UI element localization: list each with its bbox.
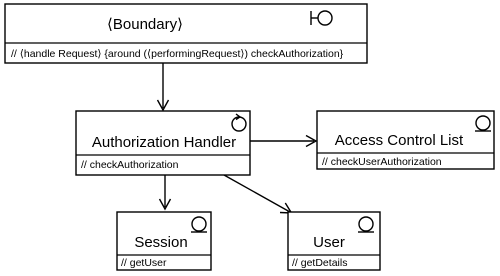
boundary-title: ⟨Boundary⟩ <box>107 16 183 33</box>
edge-boundary-to-authorization-handler <box>158 63 169 110</box>
access-control-list-responsibility: // checkUserAuthorization <box>322 156 442 168</box>
edge-authorization-handler-to-access-control-list <box>250 136 316 147</box>
edge-authorization-handler-to-session <box>160 175 171 209</box>
authorization-handler-box[interactable] <box>76 111 250 175</box>
session-responsibility: // getUser <box>121 257 167 269</box>
session-title: Session <box>134 234 188 251</box>
access-control-list-title: Access Control List <box>334 132 464 149</box>
user-box[interactable] <box>288 212 380 270</box>
edge-authorization-handler-to-user <box>224 175 292 213</box>
session-box[interactable] <box>117 212 211 270</box>
user-responsibility: // getDetails <box>292 257 348 269</box>
access-control-list-box[interactable] <box>317 111 494 169</box>
authorization-handler-responsibility: // checkAuthorization <box>81 159 179 171</box>
boundary-responsibility: // ⟨handle Request⟩ {around (⟨performingRequest⟩) checkAuthorization} <box>11 48 344 60</box>
authorization-handler-title: Authorization Handler <box>91 134 237 151</box>
boundary-box[interactable] <box>5 4 367 63</box>
user-title: User <box>313 234 345 251</box>
